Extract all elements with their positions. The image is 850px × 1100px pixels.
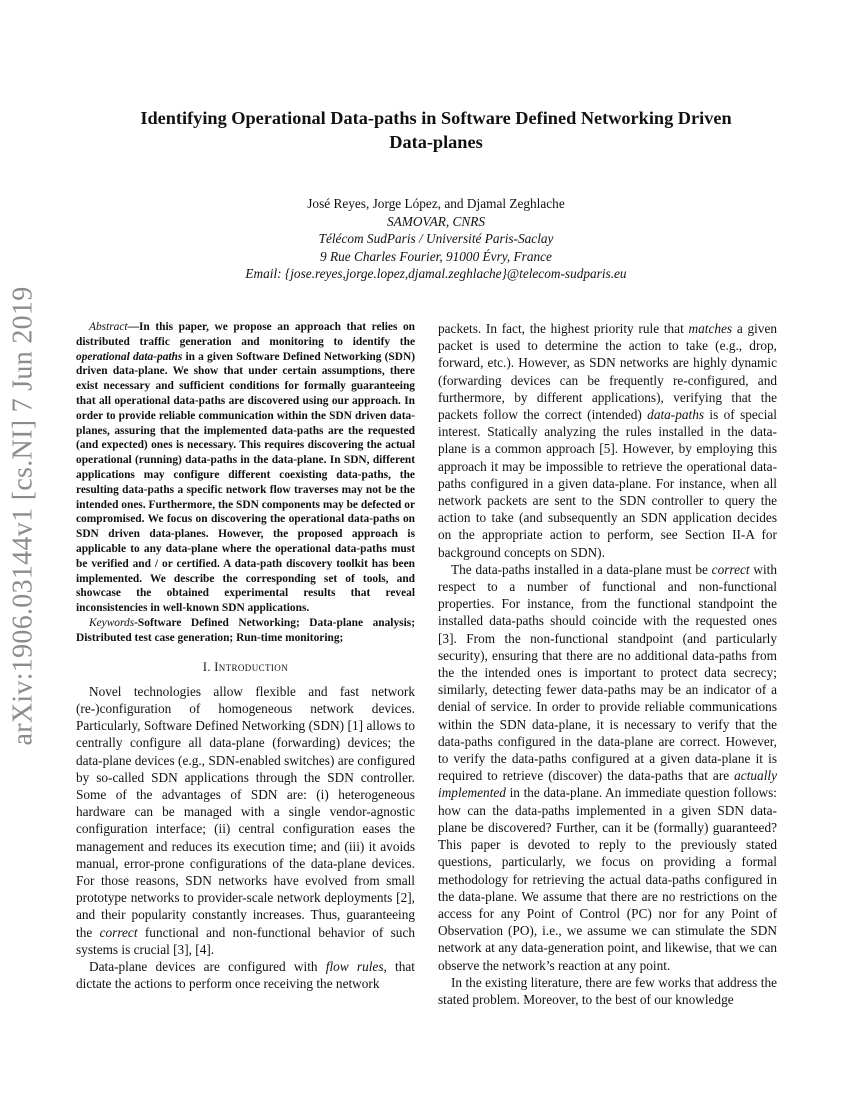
left-column (76, 320, 415, 992)
right-p1-emphasis-1: matches (688, 321, 733, 336)
keywords-text: -Software Defined Networking; Data-plane analysis; Distributed test case generation; Run-time monitoring; (76, 616, 415, 644)
right-p1-emphasis-2: data-paths (647, 407, 705, 423)
arxiv-stamp (2, 286, 46, 746)
intro-p2-text-a: Data-plane devices are configured with (89, 958, 326, 974)
section-title: Introduction (214, 659, 289, 674)
keywords (76, 616, 415, 646)
section-heading-introduction (76, 659, 415, 676)
abstract-emphasis: operational data-paths (76, 350, 183, 363)
right-p2-text-a: The data-paths installed in a data-plane must be (451, 561, 712, 577)
right-paragraph-2 (438, 561, 777, 974)
right-p2-emphasis-2: actually implemented (438, 768, 777, 801)
right-p1-text-c: is of special interest. Statically analyzing the rules installed in the data-plane is a common approach [5]. However, by employing this approach it may be impossible to retrieve the operational data-paths configured in a given data-plane. For instance, when all network packets are sent to the SDN controller to query the action to take (and subsequently an SDN application decides on the appropriate action to perform, see Section II-A for background concepts on SDN). (438, 407, 777, 560)
intro-paragraph-2 (76, 958, 415, 992)
author-block (100, 195, 772, 283)
arxiv-stamp-text: arXiv:1906.03144v1 [cs.NI] 7 Jun 2019 (8, 286, 40, 746)
intro-p1-text-b: functional and non-functional behavior of such systems is crucial [3], [4]. (76, 924, 415, 957)
right-p1-text-a: packets. In fact, the highest priority rule that (438, 321, 689, 336)
keywords-lead: Keywords (89, 616, 135, 629)
right-paragraph-1 (438, 320, 777, 561)
intro-p1-text-a: Novel technologies allow flexible and fast network (re-)configuration of homogeneous network devices. Particularly, Software Defined Networking (SDN) [1] allows to centrally configure all data-plane (forwarding) devices; the data-plane devices (e.g., SDN-enabled switches) are configured by so-called SDN applications through the SDN controller. Some of the advantages of SDN are: (i) heterogeneous hardware can be managed with a single vendor-agnostic configuration interface; (ii) central configuration eases the management and reduces its execution time; and (iii) it avoids manual, error-prone configurations of the data-plane devices. For those reasons, SDN networks have evolved from small prototype networks to provider-scale network deployments [2], and their popularity constantly increases. Thus, guaranteeing the (76, 683, 415, 940)
right-column (438, 320, 777, 1008)
title-line-1: Identifying Operational Data-paths in Software Defined Networking Driven (140, 108, 732, 128)
abstract-text-1: In this paper, we propose an approach that relies on distributed traffic generation and monitoring to identify the (76, 321, 415, 348)
intro-p2-text-b: , that dictate the actions to perform once receiving the network (76, 958, 416, 992)
abstract (76, 320, 415, 616)
right-p2-text-c: in the data-plane. An immediate question follows: how can the data-paths implemented in a given SDN data-plane be discovered? Further, can it be (formally) guaranteed? This paper is devoted to reply to the previously stated questions, particularly, we focus on providing a formal methodology for retrieving the actual data-paths configured in the data-plane. We assume that there are no restrictions on the access for any Point of Control (PC) nor for any Point of Observation (PO), i.e., we assume we can stimulate the SDN network at any data-generation point, and likewise, that we can observe the network’s reaction at any point. (438, 785, 777, 973)
right-paragraph-3: In the existing literature, there are few works that address the stated problem. Moreover, to the best of our knowledge (438, 974, 777, 1007)
section-numeral: I. (202, 659, 215, 674)
right-p1-text-b: a given packet is used to determine the action to take (e.g., drop, forward, etc.). However, as SDN networks are highly dynamic (forwarding devices can be frequently re-configured, and furthermore, by different applications), verifying that the packets follow the correct (intended) (438, 321, 777, 423)
right-p2-text-b: with respect to a number of functional and non-functional properties. For instance, from the functional standpoint the installed data-paths should coincide with the requested ones [3]. From the non-functional standpoint (and particularly security), ensuring that there are no additional data-paths from the the intended ones is important to protect data secrecy; similarly, detecting fewer data-paths may be an indicator of a denial of service. In order to provide reliable communications within the SDN data-plane, it is necessary to verify that the data-paths configured in the data-plane are correct. However, to verify the data-paths configured at a given data-plane it is required to retrieve (discover) the data-paths that are (438, 561, 778, 784)
intro-p2-emphasis: flow rules (325, 958, 384, 974)
abstract-dash: — (127, 321, 139, 333)
author-names: José Reyes, Jorge López, and Djamal Zeghlache (307, 196, 565, 211)
paper-title (100, 106, 772, 154)
right-p2-emphasis-1: correct (711, 561, 750, 577)
title-line-2: Data-planes (389, 132, 483, 152)
intro-paragraph-1 (76, 683, 415, 958)
address: 9 Rue Charles Fourier, 91000 Évry, France (320, 248, 552, 264)
email: Email: {jose.reyes,jorge.lopez,djamal.zeghlache}@telecom-sudparis.eu (245, 266, 627, 281)
abstract-text-2: in a given Software Defined Networking (SDN) driven data-plane. We show that under certain assumptions, there exist necessary and sufficient conditions for formally guaranteeing that all operational data-paths are discovered using our approach. In order to provide reliable communication within the SDN driven data-planes, assuring that the implemented data-paths are the requested (and expected) ones is necessary. This requires discovering the actual operational (running) data-paths in the data-plane. In SDN, different applications may configure different coexisting data-paths, the resulting data-paths a specific network flow traverses may not be the intended ones. Furthermore, the SDN components may be defected or compromised. We focus on discovering the operational data-paths on SDN driven data-planes. However, the proposed approach is applicable to any data-plane where the operational data-paths must be verified and / or certified. A data-path discovery toolkit has been implemented. We describe the corresponding set of tools, and showcase the obtained experimental results that reveal inconsistencies in well-known SDN applications. (76, 350, 415, 615)
intro-p1-emphasis: correct (99, 924, 138, 940)
abstract-lead: Abstract (89, 321, 128, 333)
affiliation-2: Télécom SudParis / Université Paris-Saclay (318, 231, 554, 246)
affiliation-1: SAMOVAR, CNRS (387, 213, 485, 229)
